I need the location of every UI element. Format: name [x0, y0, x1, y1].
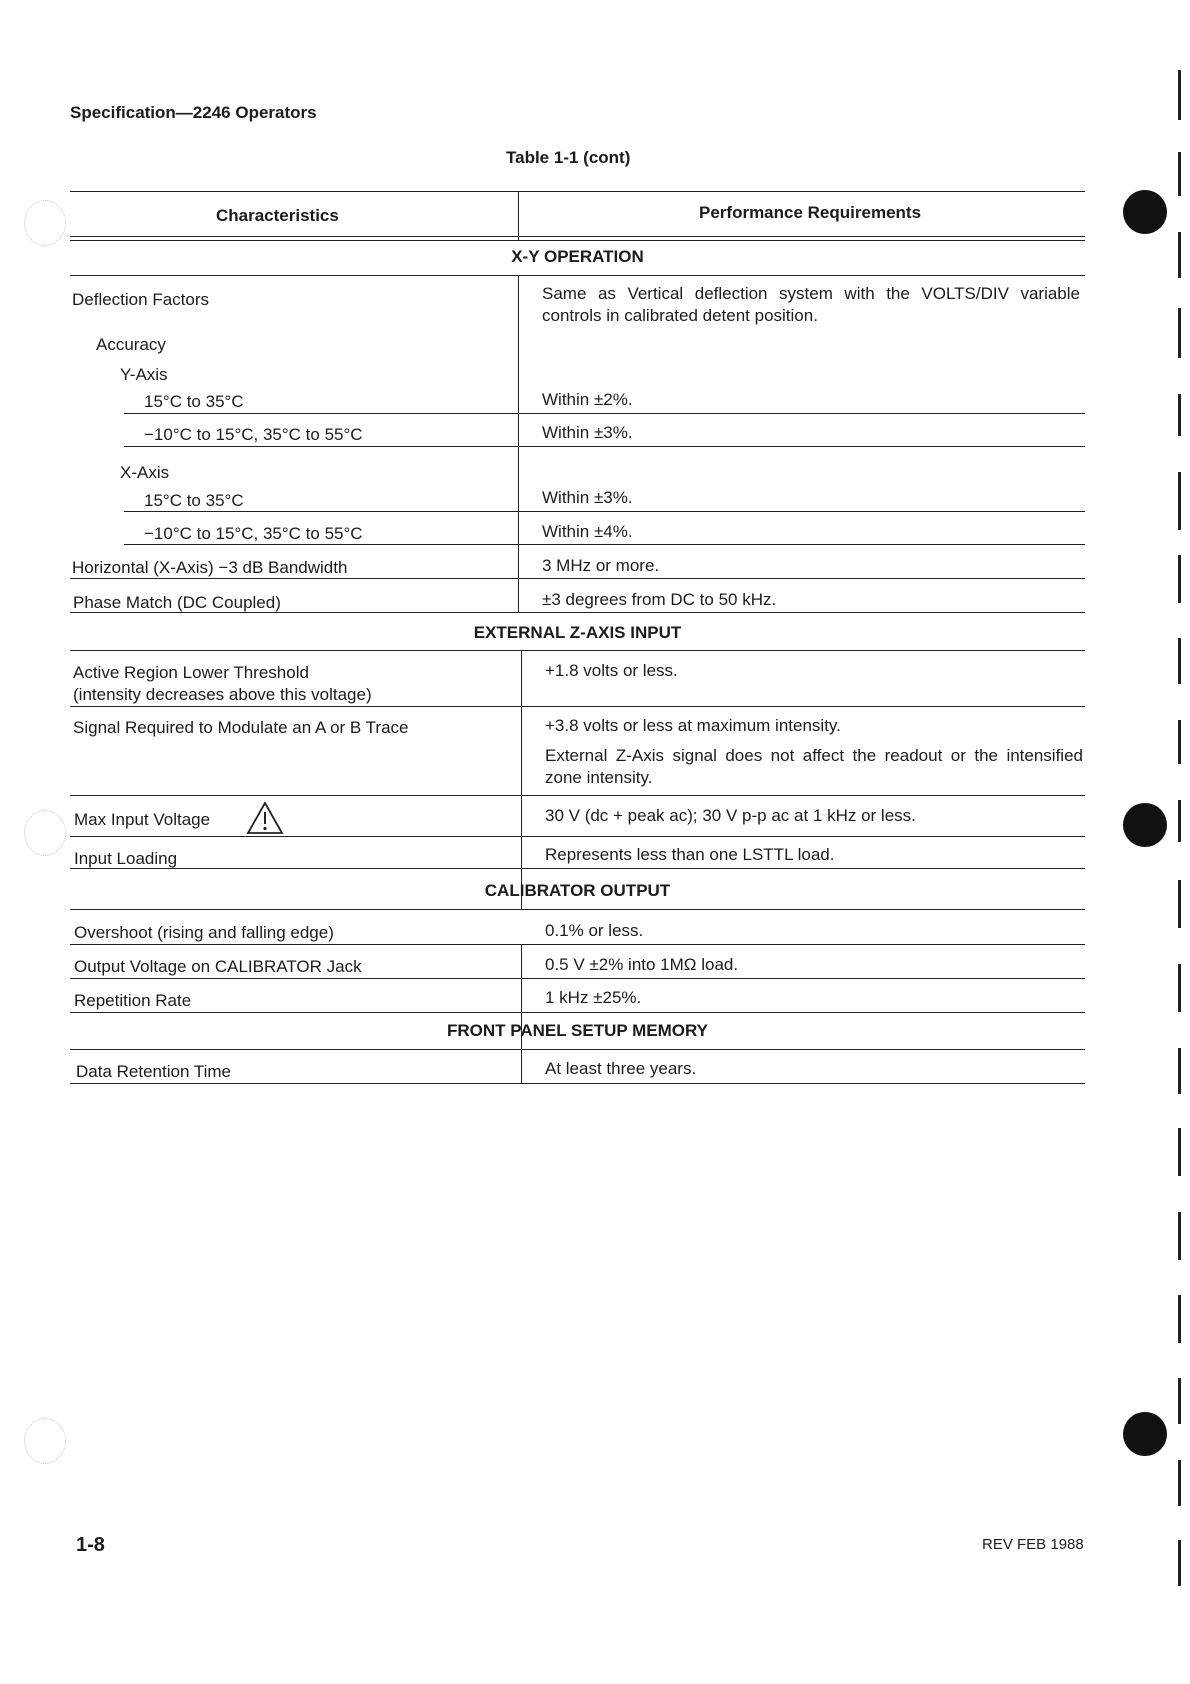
revision-bar — [1178, 1378, 1181, 1424]
y-range1-value: Within ±2%. — [542, 390, 633, 409]
accuracy-label: Accuracy — [96, 335, 166, 354]
revision-bar — [1178, 964, 1181, 1012]
hole-shadow — [24, 200, 66, 246]
section-title-z-axis: EXTERNAL Z-AXIS INPUT — [473, 623, 682, 642]
retention-label: Data Retention Time — [76, 1062, 231, 1081]
signal-required-note: External Z-Axis signal does not affect the readout or the intensified zone intensity. — [545, 746, 1083, 787]
revision-bar — [1178, 800, 1181, 842]
table-bottom-rule — [70, 1083, 1085, 1084]
table-caption: Table 1-1 (cont) — [506, 148, 631, 167]
x-range1-label: 15°C to 35°C — [144, 491, 244, 510]
revision-bar — [1178, 308, 1181, 358]
revision-bar — [1178, 472, 1181, 530]
y-range2-value: Within ±3%. — [542, 423, 633, 442]
header-rule-double — [70, 240, 1085, 241]
x-axis-label: X-Axis — [120, 463, 170, 482]
repetition-rate-value: 1 kHz ±25%. — [545, 988, 642, 1007]
y-range2-label: −10°C to 15°C, 35°C to 55°C — [144, 425, 363, 444]
table-top-rule — [70, 191, 1085, 192]
revision-bar — [1178, 720, 1181, 764]
revision-bar — [1178, 1540, 1181, 1586]
input-loading-value: Represents less than one LSTTL load. — [545, 845, 835, 864]
revision-bar — [1178, 1460, 1181, 1506]
column-header-requirements: Performance Requirements — [699, 203, 922, 222]
output-voltage-label: Output Voltage on CALIBRATOR Jack — [74, 957, 362, 976]
page-header: Specification—2246 Operators — [70, 103, 317, 122]
row-rule — [70, 978, 1085, 979]
deflection-factors-value: Same as Vertical deflection system with the VOLTS/DIV variable controls in calibrated detent position. — [542, 284, 1080, 325]
punch-hole — [1123, 803, 1167, 847]
phase-match-value: ±3 degrees from DC to 50 kHz. — [542, 590, 777, 609]
output-voltage-value: 0.5 V ±2% into 1MΩ load. — [545, 955, 739, 974]
revision-bar — [1178, 152, 1181, 196]
row-rule — [70, 868, 1085, 869]
retention-value: At least three years. — [545, 1059, 697, 1078]
input-loading-label: Input Loading — [74, 849, 178, 868]
punch-hole — [1123, 190, 1167, 234]
revision-bar — [1178, 70, 1181, 120]
revision-bar — [1178, 1212, 1181, 1260]
section-rule — [70, 275, 1085, 276]
row-rule — [124, 446, 1085, 447]
column-header-characteristics: Characteristics — [216, 206, 339, 225]
threshold-value: +1.8 volts or less. — [545, 661, 678, 680]
revision-date: REV FEB 1988 — [982, 1536, 1084, 1553]
row-rule — [124, 413, 1085, 414]
row-rule — [70, 836, 1085, 837]
section-title-calibrator: CALIBRATOR OUTPUT — [484, 881, 671, 900]
hole-shadow — [24, 810, 66, 856]
row-rule — [70, 944, 1085, 945]
column-divider — [521, 650, 522, 909]
repetition-rate-label: Repetition Rate — [74, 991, 192, 1010]
punch-hole — [1123, 1412, 1167, 1456]
column-divider — [518, 275, 519, 612]
y-axis-label: Y-Axis — [120, 365, 168, 384]
max-input-value: 30 V (dc + peak ac); 30 V p-p ac at 1 kHz or less. — [545, 806, 916, 825]
revision-bar — [1178, 880, 1181, 928]
column-divider — [521, 1049, 522, 1083]
hole-shadow — [24, 1418, 66, 1464]
x-range2-value: Within ±4%. — [542, 522, 633, 541]
signal-required-label: Signal Required to Modulate an A or B Trace — [73, 718, 409, 737]
revision-bar — [1178, 555, 1181, 603]
section-rule — [70, 1049, 1085, 1050]
warning-triangle-icon — [246, 801, 284, 835]
deflection-factors-label: Deflection Factors — [72, 290, 209, 309]
revision-bar — [1178, 638, 1181, 684]
revision-bar — [1178, 1128, 1181, 1176]
row-rule — [70, 706, 1085, 707]
signal-required-value: +3.8 volts or less at maximum intensity. — [545, 716, 841, 735]
overshoot-value: 0.1% or less. — [545, 921, 644, 940]
bandwidth-label: Horizontal (X-Axis) −3 dB Bandwidth — [72, 558, 348, 577]
section-rule — [70, 909, 1085, 910]
header-rule — [70, 236, 1085, 237]
revision-bar — [1178, 394, 1181, 436]
section-title-xy: X-Y OPERATION — [511, 247, 644, 266]
max-input-label: Max Input Voltage — [74, 810, 211, 829]
bandwidth-value: 3 MHz or more. — [542, 556, 660, 575]
revision-bar — [1178, 232, 1181, 278]
y-range1-label: 15°C to 35°C — [144, 392, 244, 411]
row-rule — [124, 511, 1085, 512]
section-rule — [70, 650, 1085, 651]
threshold-label-line2: (intensity decreases above this voltage) — [73, 685, 372, 704]
x-range2-label: −10°C to 15°C, 35°C to 55°C — [144, 524, 363, 543]
column-divider — [518, 191, 519, 240]
section-title-setup-memory: FRONT PANEL SETUP MEMORY — [446, 1021, 708, 1040]
page-number: 1-8 — [76, 1534, 105, 1556]
revision-bar — [1178, 1048, 1181, 1094]
overshoot-label: Overshoot (rising and falling edge) — [74, 923, 334, 942]
row-rule — [70, 1012, 1085, 1013]
revision-bar — [1178, 1295, 1181, 1343]
row-rule — [70, 795, 1085, 796]
threshold-label-line1: Active Region Lower Threshold — [73, 663, 309, 682]
phase-match-label: Phase Match (DC Coupled) — [73, 593, 281, 612]
x-range1-value: Within ±3%. — [542, 488, 633, 507]
